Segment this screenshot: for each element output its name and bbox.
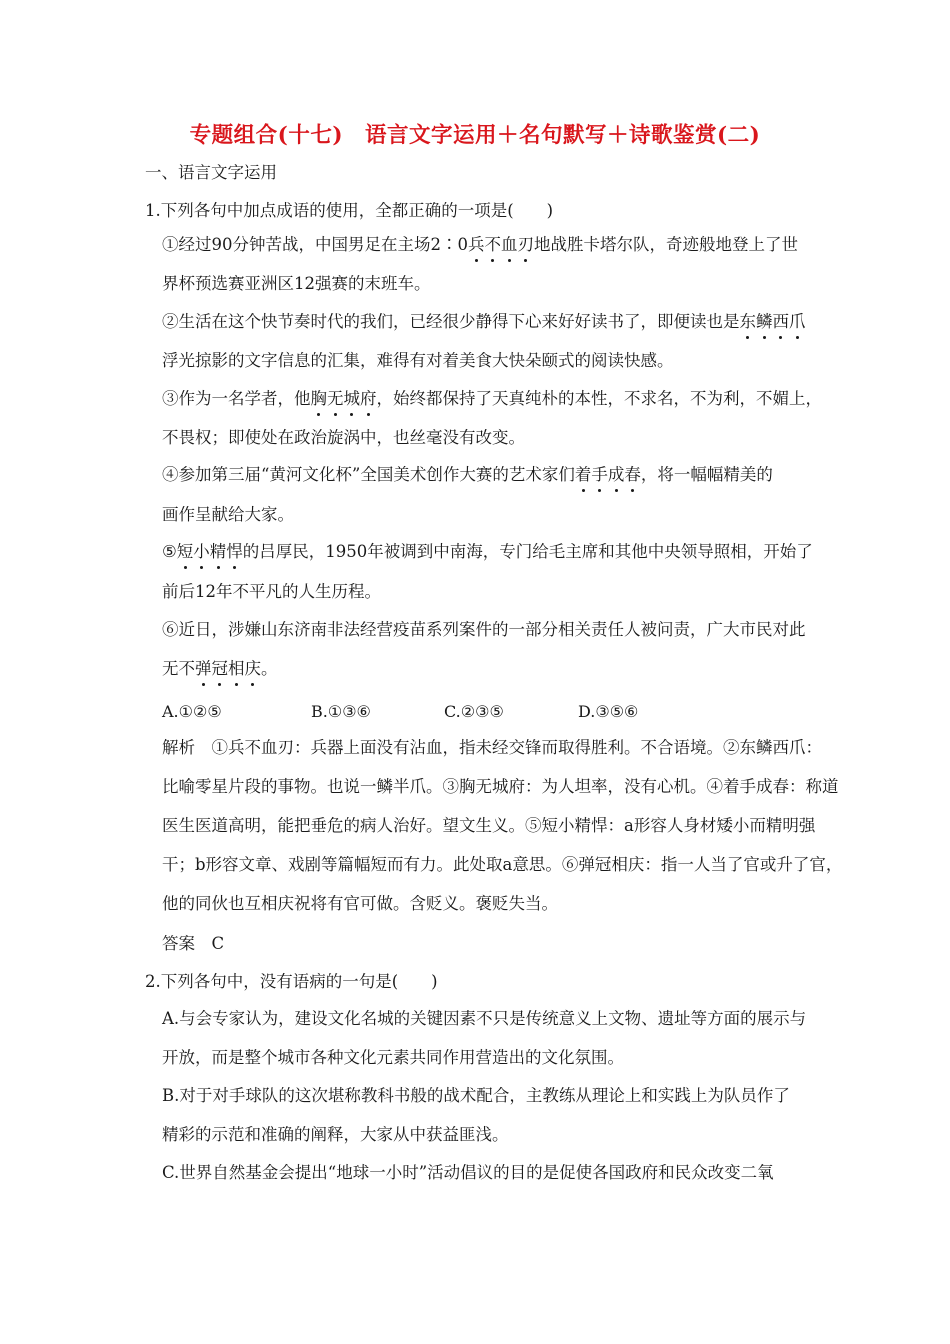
sentence-3 [162,388,822,410]
dotted-char: 爪 [789,312,806,331]
option-a: A.①②⑤ [162,702,222,721]
sentence-5-text: ⑤ [162,542,177,561]
dotted-idiom [468,235,534,254]
dotted-char: 成 [607,465,625,484]
dotted-char: 不 [484,235,501,254]
option-c-line: C.世界自然基金会提出“地球一小时”活动倡议的目的是促使各国政府和民众改变二氧 [162,1163,774,1182]
analysis-line: 干；b形容文章、戏剧等篇幅短而有力。此处取a意思。⑥弹冠相庆：指一人当了官或升了官， [162,855,843,874]
dotted-char: 庆 [244,659,261,678]
dotted-char: 西 [772,312,789,331]
dotted-char: 着 [574,465,592,484]
dotted-char: 相 [228,659,245,678]
dotted-char: 兵 [468,235,485,254]
analysis-line: 医生医道高明，能把垂危的病人治好。望文生义。⑤短小精悍：a形容人身材矮小而精明强 [162,816,816,835]
sentence-6-text: 无不 [162,659,195,678]
option-c: C.②③⑤ [444,702,504,721]
sentence-2-cont: 浮光掠影的文字信息的汇集，难得有对着美食大快朵颐式的阅读快感。 [162,351,674,370]
option-b-line: 精彩的示范和准确的阐释，大家从中获益匪浅。 [162,1125,509,1144]
analysis-line: 他的同伙也互相庆祝将有官可做。含贬义。褒贬失当。 [162,894,558,913]
dotted-char: 刃 [517,235,534,254]
option-d: D.③⑤⑥ [578,702,639,721]
sentence-4 [162,464,773,486]
sentence-1 [162,234,798,256]
dotted-char: 精 [209,542,227,561]
sentence-3-cont: 不畏权；即使处在政治旋涡中，也丝毫没有改变。 [162,428,525,447]
sentence-4-cont: 画作呈献给大家。 [162,505,294,524]
sentence-2-text: ②生活在这个快节奏时代的我们，已经很少静得下心来好好读书了，即便读也是 [162,312,740,331]
dotted-char: 手 [591,465,608,484]
sentence-4-text: ，将一幅幅精美的 [640,465,773,484]
dotted-idiom [740,312,806,331]
option-a-line: 开放，而是整个城市各种文化元素共同作用营造出的文化氛围。 [162,1048,624,1067]
dotted-char: 无 [327,389,344,408]
sentence-6-text: 。 [261,659,278,678]
dotted-char: 东 [739,312,756,331]
dotted-char: 血 [501,235,518,254]
sentence-5-cont: 前后12年不平凡的人生历程。 [162,582,381,601]
option-b: B.①③⑥ [311,702,371,721]
sentence-5 [162,541,813,563]
page-title: 专题组合(十七) 语言文字运用＋名句默写＋诗歌鉴赏(二) [189,123,761,148]
dotted-char: 悍 [226,542,243,561]
dotted-idiom [575,465,641,484]
dotted-char: 鳞 [756,312,773,331]
sentence-1-text: ①经过90分钟苦战，中国男足在主场2∶0 [162,235,468,254]
question-1-stem: 1.下列各句中加点成语的使用，全都正确的一项是( ) [145,201,554,220]
dotted-idiom [177,542,243,561]
dotted-char: 城 [343,389,360,408]
question-2-stem: 2.下列各句中，没有语病的一句是( ) [145,972,438,991]
sentence-3-text: ③作为一名学者，他 [162,389,311,408]
dotted-char: 春 [624,465,641,484]
analysis-line: 比喻零星片段的事物。也说一鳞半爪。③胸无城府：为人坦率，没有心机。④着手成春：称道 [162,777,839,796]
dotted-char: 胸 [310,389,327,408]
analysis-line: 解析 ①兵不血刃：兵器上面没有沾血，指未经交锋而取得胜利。不合语境。②东鳞西爪： [162,738,822,757]
dotted-idiom [195,659,261,678]
dotted-char: 小 [193,542,210,561]
sentence-4-text: ④参加第三届“黄河文化杯”全国美术创作大赛的艺术家们 [162,465,575,484]
sentence-6-cont [162,658,278,680]
sentence-1-text: 地战胜卡塔尔队，奇迹般地登上了世 [534,235,798,254]
option-b-line: B.对于对手球队的这次堪称教科书般的战术配合，主教练从理论上和实践上为队员作了 [162,1086,790,1105]
sentence-2 [162,311,806,333]
sentence-3-text: ，始终都保持了天真纯朴的本性，不求名，不为利，不媚上， [376,389,822,408]
section-heading: 一、语言文字运用 [145,163,277,182]
sentence-5-text: 的吕厚民，1950年被调到中南海，专门给毛主席和其他中央领导照相，开始了 [242,542,813,561]
dotted-char: 弹 [195,659,212,678]
option-a-line: A.与会专家认为，建设文化名城的关键因素不只是传统意义上文物、遗址等方面的展示与 [162,1009,807,1028]
dotted-char: 冠 [211,659,228,678]
dotted-idiom [311,389,377,408]
sentence-6: ⑥近日，涉嫌山东济南非法经营疫苗系列案件的一部分相关责任人被问责，广大市民对此 [162,620,806,639]
dotted-char: 短 [176,542,194,561]
answer: 答案 C [162,934,225,953]
sentence-1-cont: 界杯预选赛亚洲区12强赛的末班车。 [162,274,431,293]
dotted-char: 府 [360,389,377,408]
